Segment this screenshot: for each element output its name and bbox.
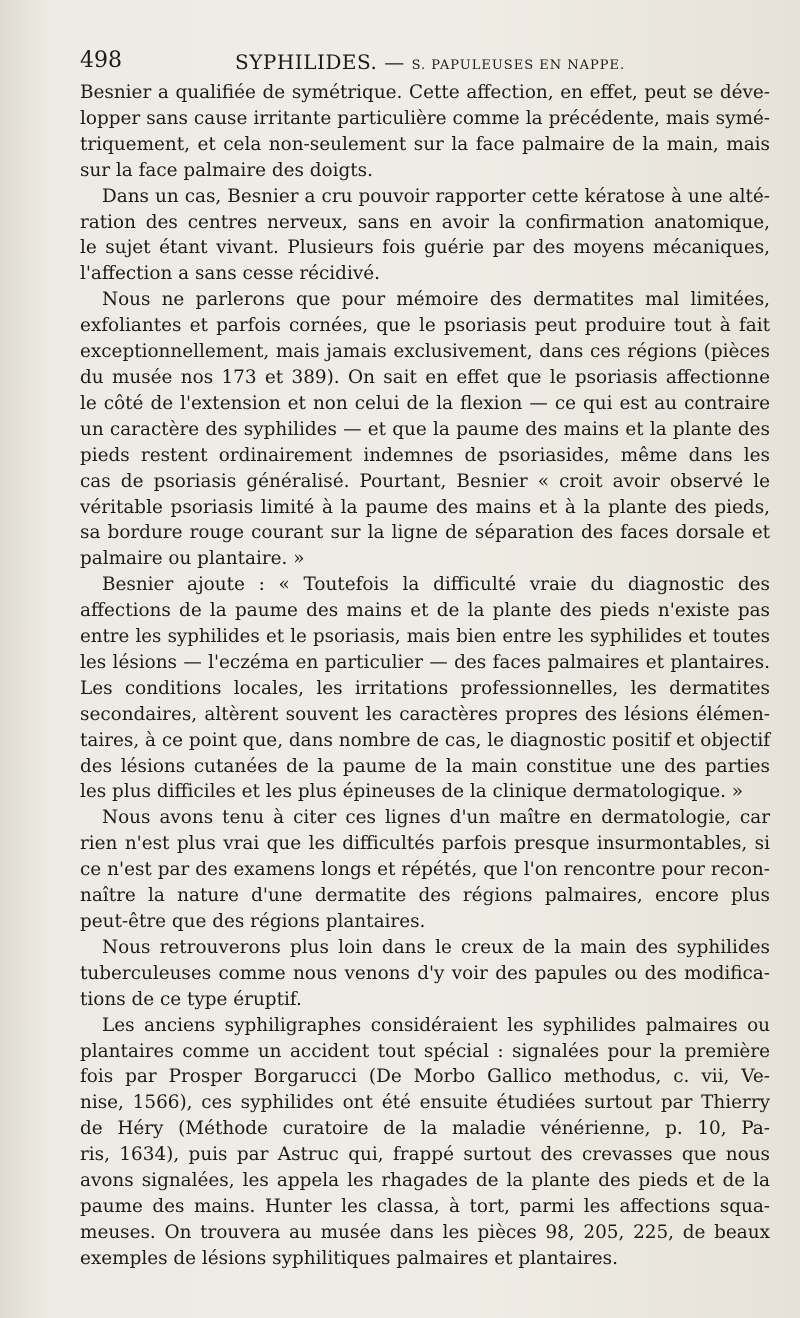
text-line: cas de psoriasis généralisé. Pourtant, Besnier « croit avoir observé le — [80, 470, 770, 492]
text-line: des lésions cutanées de la paume de la main constitue une des parties — [80, 755, 770, 777]
text-line: plantaires comme un accident tout spécial : signalées pour la première — [80, 1040, 770, 1062]
text-line: Les conditions locales, les irritations professionnelles, les dermatites — [80, 677, 770, 699]
text-line: avons signalées, les appela les rhagades de la plante des pieds et de la — [80, 1170, 770, 1192]
running-title-main: SYPHILIDES. — [235, 50, 378, 74]
text-line: exfoliantes et parfois cornées, que le psoriasis peut produire tout à fait — [80, 315, 770, 337]
text-line: les lésions — l'eczéma en particulier — des faces palmaires et plantaires. — [80, 651, 770, 673]
text-line: exceptionnellement, mais jamais exclusivement, dans ces régions (pièces — [80, 341, 770, 363]
text-line: Besnier a qualifiée de symétrique. Cette affection, en effet, peut se déve- — [80, 82, 770, 103]
text-line: le sujet étant vivant. Plusieurs fois guérie par des moyens mécaniques, — [80, 237, 770, 259]
page-number: 498 — [80, 48, 122, 73]
text-line: peut-être que des régions plantaires. — [80, 911, 426, 932]
text-line: un caractère des syphilides — et que la paume des mains et la plante des — [80, 418, 770, 440]
text-line: sur la face palmaire des doigts. — [80, 159, 373, 181]
text-line: nise, 1566), ces syphilides ont été ensuite étudiées surtout par Thierry — [80, 1092, 770, 1114]
text-line: ris, 1634), puis par Astruc qui, frappé surtout des crevasses que nous — [80, 1144, 770, 1166]
text-line: exemples de lésions syphilitiques palmaires et plantaires. — [80, 1247, 618, 1269]
text-line: Nous avons tenu à citer ces lignes d'un maître en dermatologie, car — [102, 807, 770, 829]
running-title — [235, 50, 625, 74]
text-line: tuberculeuses comme nous venons d'y voir des papules ou des modifica- — [80, 962, 770, 984]
text-line: de Héry (Méthode curatoire de la maladie vénérienne, p. 10, Pa- — [80, 1118, 770, 1140]
text-line: le côté de l'extension et non celui de la flexion — ce qui est au contraire — [80, 392, 770, 414]
text-line: véritable psoriasis limité à la paume des mains et à la plante des pieds, — [80, 496, 770, 518]
text-line: tions de ce type éruptif. — [80, 988, 302, 1010]
text-line: palmaire ou plantaire. » — [80, 548, 305, 570]
text-line: Besnier ajoute : « Toutefois la difficulté vraie du diagnostic des — [102, 574, 770, 596]
text-line: affections de la paume des mains et de la plante des pieds n'existe pas — [80, 600, 770, 622]
body-text — [80, 80, 770, 1272]
text-line: rien n'est plus vrai que les difficultés parfois presque insurmontables, si — [80, 833, 770, 855]
text-line: Dans un cas, Besnier a cru pouvoir rapporter cette kératose à une alté- — [102, 185, 770, 207]
text-line: triquement, et cela non-seulement sur la face palmaire de la main, mais — [80, 133, 770, 155]
text-line: taires, à ce point que, dans nombre de cas, le diagnostic positif et objectif — [80, 729, 771, 751]
text-line: naître la nature d'une dermatite des régions palmaires, encore plus — [80, 885, 770, 907]
text-line: les plus difficiles et les plus épineuses de la clinique dermatologique. » — [80, 781, 744, 803]
text-line: Nous ne parlerons que pour mémoire des dermatites mal limitées, — [102, 289, 770, 311]
text-line: Nous retrouverons plus loin dans le creux de la main des syphilides — [102, 936, 770, 958]
text-line: Les anciens syphiligraphes considéraient les syphilides palmaires ou — [102, 1014, 770, 1036]
text-line: ce n'est par des examens longs et répétés, que l'on rencontre pour recon- — [80, 859, 770, 881]
running-title-separator: — — [384, 50, 405, 74]
text-line: ration des centres nerveux, sans en avoir la confirmation anatomique, — [80, 211, 770, 233]
text-line: fois par Prosper Borgarucci (De Morbo Gallico methodus, c. vii, Ve- — [80, 1066, 770, 1088]
text-line: du musée nos 173 et 389). On sait en effet que le psoriasis affectionne — [80, 366, 770, 388]
text-line: paume des mains. Hunter les classa, à tort, parmi les affections squa- — [80, 1195, 770, 1217]
text-line: l'affection a sans cesse récidivé. — [80, 263, 380, 285]
running-title-subtitle: S. PAPULEUSES EN NAPPE. — [411, 58, 626, 73]
text-line: meuses. On trouvera au musée dans les pièces 98, 205, 225, de beaux — [80, 1221, 770, 1243]
text-line: pieds restent ordinairement indemnes de psoriasides, même dans les — [80, 444, 770, 466]
text-line: secondaires, altèrent souvent les caractères propres des lésions élémen- — [80, 703, 770, 725]
text-line: entre les syphilides et le psoriasis, mais bien entre les syphilides et toutes — [80, 626, 770, 648]
text-line: sa bordure rouge courant sur la ligne de séparation des faces dorsale et — [80, 522, 770, 544]
text-line: lopper sans cause irritante particulière comme la précédente, mais symé- — [80, 107, 770, 129]
page-header — [80, 48, 770, 76]
